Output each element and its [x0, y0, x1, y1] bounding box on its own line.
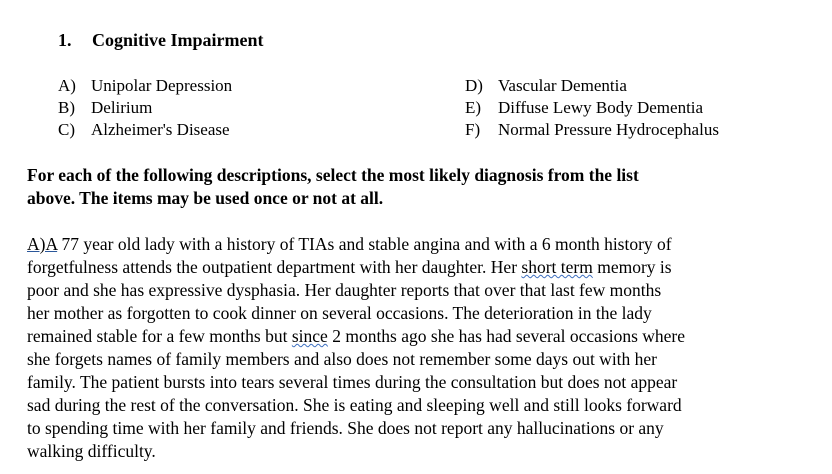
- case-line: [27, 233, 817, 256]
- case-line: her mother as forgotten to cook dinner on several occasions. The deterioration in the lady: [27, 303, 652, 323]
- grammar-flag-short-term[interactable]: short term: [521, 257, 593, 277]
- options-right-column: [465, 75, 719, 141]
- case-text: 77 year old lady with a history of TIAs and stable angina and with a 6 month history of: [57, 234, 672, 254]
- case-line: [27, 256, 817, 279]
- case-line: to spending time with her family and friends. She does not report any hallucinations or any: [27, 418, 664, 438]
- option-label: Diffuse Lewy Body Dementia: [498, 98, 704, 117]
- instructions-line: For each of the following descriptions, select the most likely diagnosis from the list: [27, 165, 639, 185]
- options-left-column: [58, 75, 232, 141]
- option-letter: C): [58, 120, 75, 139]
- question-heading: [58, 29, 263, 51]
- option-letter: A): [58, 76, 76, 95]
- option-d: [465, 75, 719, 97]
- option-e: [465, 97, 719, 119]
- option-f: [465, 119, 719, 141]
- option-c: [58, 119, 232, 141]
- question-title: Cognitive Impairment: [92, 30, 264, 50]
- option-label: Unipolar Depression: [91, 76, 233, 95]
- case-line: she forgets names of family members and also does not remember some days out with her: [27, 349, 658, 369]
- case-line: sad during the rest of the conversation. She is eating and sleeping well and still looks forward: [27, 395, 682, 415]
- case-text: memory is: [592, 257, 672, 277]
- case-marker: A)A: [27, 234, 58, 254]
- instructions: [27, 164, 807, 210]
- instructions-line: above. The items may be used once or not at all.: [27, 188, 384, 208]
- case-text: 2 months ago she has had several occasions where: [327, 326, 686, 346]
- case-line: poor and she has expressive dysphasia. Her daughter reports that over that last few months: [27, 280, 662, 300]
- option-a: [58, 75, 232, 97]
- grammar-flag-since[interactable]: since: [291, 326, 328, 346]
- case-line: walking difficulty.: [27, 441, 156, 461]
- case-text: forgetfulness attends the outpatient department with her daughter. Her: [27, 257, 522, 277]
- option-label: Alzheimer's Disease: [91, 120, 230, 139]
- case-text: remained stable for a few months but: [27, 326, 292, 346]
- case-line: family. The patient bursts into tears several times during the consultation but does not appear: [27, 372, 678, 392]
- option-letter: D): [465, 76, 483, 95]
- case-a-description: [27, 233, 817, 463]
- option-label: Delirium: [91, 98, 153, 117]
- option-label: Vascular Dementia: [498, 76, 627, 95]
- case-line: [27, 325, 817, 348]
- option-label: Normal Pressure Hydrocephalus: [498, 120, 719, 139]
- option-letter: F): [465, 120, 481, 139]
- option-b: [58, 97, 232, 119]
- question-number: 1.: [58, 30, 72, 50]
- option-letter: B): [58, 98, 75, 117]
- option-letter: E): [465, 98, 482, 117]
